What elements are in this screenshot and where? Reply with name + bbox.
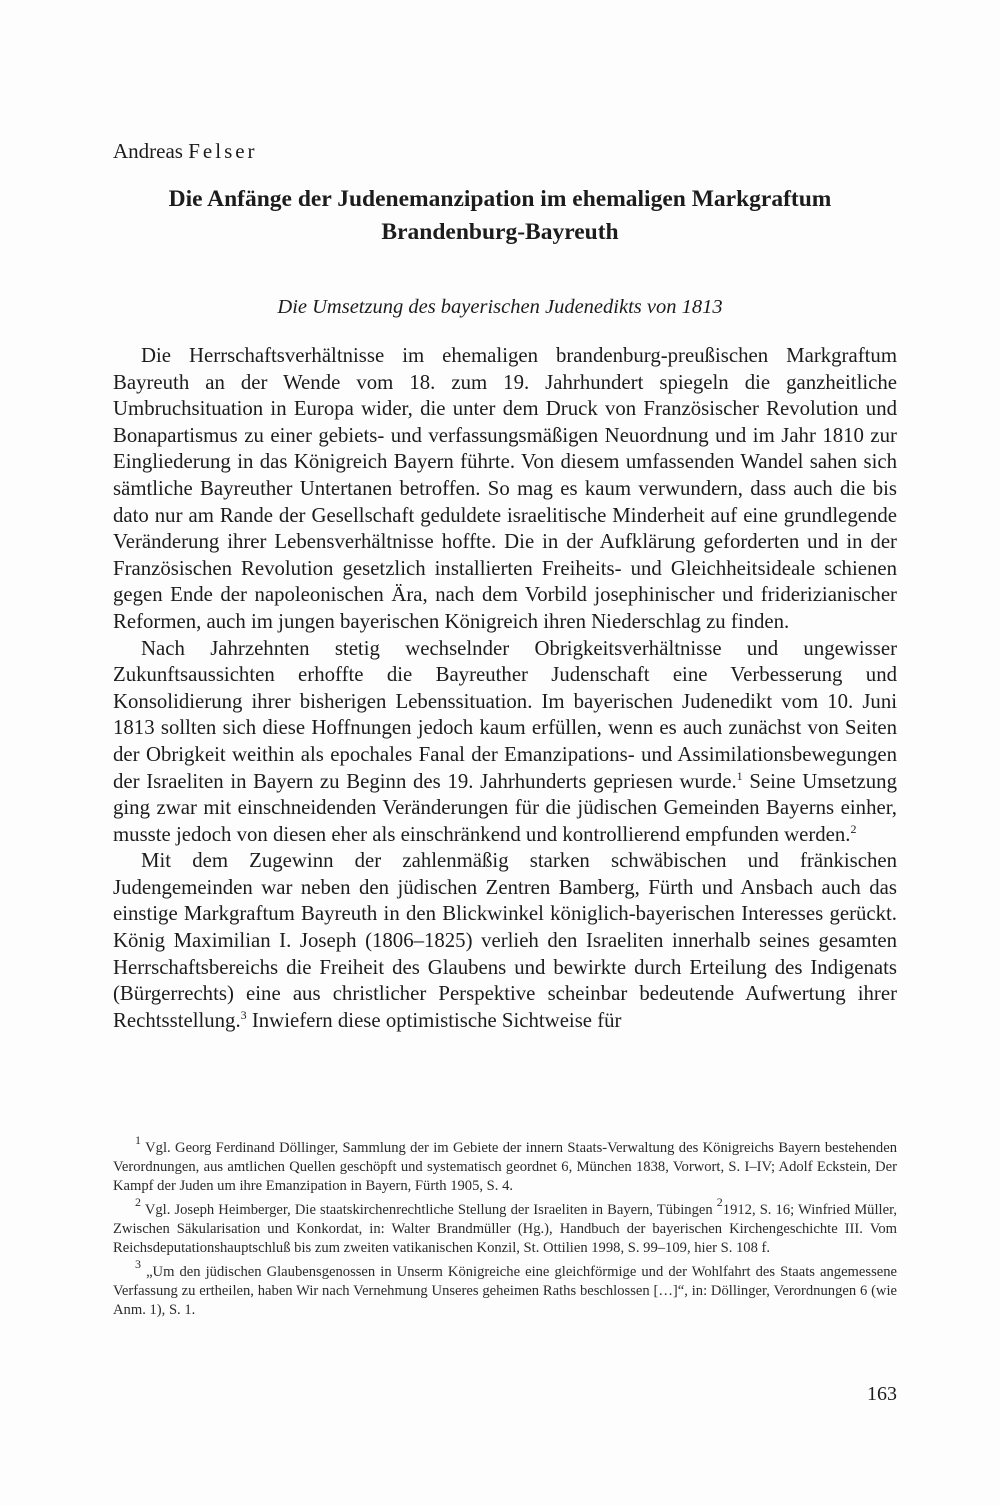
paragraph-2 [113,636,897,849]
footnote-2 [113,1195,897,1258]
footnote-2-text-a: Vgl. Joseph Heimberger, Die staatskirchenrechtliche Stellung der Israeliten in Bayern, Tübingen [144,1202,717,1218]
edition-superscript: 2 [716,1195,723,1209]
paragraph-3 [113,848,897,1034]
page-number: 163 [867,1383,897,1405]
paragraph-3-part-1: Mit dem Zugewinn der zahlenmäßig starken schwäbischen und fränkischen Judengemeinden war neben den jüdischen Zentren Bamberg, Fürth und Ansbach auch das einstige Markgraftum Bayreuth in den Blickwinkel königlich-bayerischen Interesses gerückt. König Maximilian I. Joseph (1806–1825) verlieh den Israeliten innerhalb seines gesamten Herrschaftsbereichs die Freiheit des Glaubens und bewirkte durch Erteilung des Indigenats (Bürgerrechts) eine aus christlicher Perspektive scheinbar bedeutende Aufwertung ihrer Rechtsstellung. [113,849,897,1032]
footnote-number-1: 1 [135,1133,141,1147]
paragraph-1: Die Herrschaftsverhältnisse im ehemaligen brandenburg-preußischen Markgraftum Bayreuth an der Wende vom 18. zum 19. Jahrhundert spiegeln die ganzheitliche Umbruchsituation in Europa wider, die unter dem Druck von Französischer Revolution und Bonapartismus zu einer gebiets- und verfassungsmäßigen Neuordnung und im Jahr 1810 zur Eingliederung in das Königreich Bayern führte. Von diesem umfassenden Wandel sahen sich sämtliche Bayreuther Untertanen betroffen. So mag es kaum verwundern, dass auch die bis dato nur am Rande der Gesellschaft geduldete israelitische Minderheit auf eine grundlegende Veränderung ihrer Lebensverhältnisse hoffte. Die in der Aufklärung geforderten und in der Französischen Revolution gesetzlich installierten Freiheits- und Gleichheitsideale schienen gegen Ende der napoleonischen Ära, nach dem Vorbild josephinischer und friderizianischer Reformen, auch im jungen bayerischen Königreich ihren Niederschlag zu finden. [113,344,897,633]
body-text [113,343,897,1034]
paragraph-2-part-1: Nach Jahrzehnten stetig wechselnder Obrigkeitsverhältnisse und ungewisser Zukunftsaussichten erhoffte die Bayreuther Judenschaft eine Verbesserung und Konsolidierung ihrer bisherigen Lebenssituation. Im bayerischen Judenedikt vom 10. Juni 1813 sollten sich diese Hoffnungen jedoch kaum erfüllen, wenn es auch zunächst von Seiten der Obrigkeit weithin als epochales Fanal der Emanzipations- und Assimilationsbewegungen der Israeliten in Bayern zu Beginn des 19. Jahrhunderts gepriesen wurde. [113,636,897,793]
footnote-2-text-b: 1912, S. 16; Winfried Müller, Zwischen Säkularisation und Konkordat, in: Walter Brandmüller (Hg.), Handbuch der bayerischen Kirchengeschichte III. Vom Reichsdeputationshauptschluß bis zum zweiten vatikanischen Konzil, St. Ottilien 1998, S. 99–109, hier S. 108 f. [113,1202,897,1256]
footnote-number-2: 2 [135,1195,141,1209]
footnotes [113,1133,897,1325]
footnote-ref-1[interactable]: 1 [736,768,743,783]
author-last-name: Felser [188,139,258,163]
footnote-ref-2[interactable]: 2 [850,821,857,836]
title-line-2: Brandenburg-Bayreuth [381,219,619,245]
footnote-1 [113,1133,897,1196]
footnote-1-text: Vgl. Georg Ferdinand Döllinger, Sammlung der im Gebiete der innern Staats-Verwaltung des Königreichs Bayern bestehenden Verordnungen, aus amtlichen Quellen geschöpft und systematisch geordnet 6, München 1838, Vorwort, S. I–IV; Adolf Eckstein, Der Kampf der Juden um ihre Emanzipation in Bayern, Fürth 1905, S. 4. [113,1140,897,1194]
article-title [90,183,910,249]
author-name [113,139,258,164]
author-first-name: Andreas [113,139,183,163]
paragraph-2-part-2: Seine Umsetzung ging zwar mit einschneidenden Veränderungen für die jüdischen Gemeinden Bayerns einher, musste jedoch von diesen eher als einschränkend und kontrollierend empfunden werden. [113,769,897,846]
footnote-3-text: „Um den jüdischen Glaubensgenossen in Unserm Königreiche eine gleichförmige und der Wohlfahrt des Staats angemessene Verfassung zu ertheilen, haben Wir nach Vernehmung Unseres geheimen Raths beschlossen […]“, in: Döllinger, Verordnungen 6 (wie Anm. 1), S. 1. [113,1264,897,1318]
paragraph-3-part-2: Inwiefern diese optimistische Sichtweise für [251,1008,622,1032]
footnote-number-3: 3 [135,1257,141,1271]
footnote-ref-3[interactable]: 3 [240,1007,247,1022]
article-subtitle: Die Umsetzung des bayerischen Judenedikts von 1813 [277,296,723,318]
title-line-1: Die Anfänge der Judenemanzipation im ehemaligen Markgraftum [168,186,832,212]
footnote-3 [113,1257,897,1320]
